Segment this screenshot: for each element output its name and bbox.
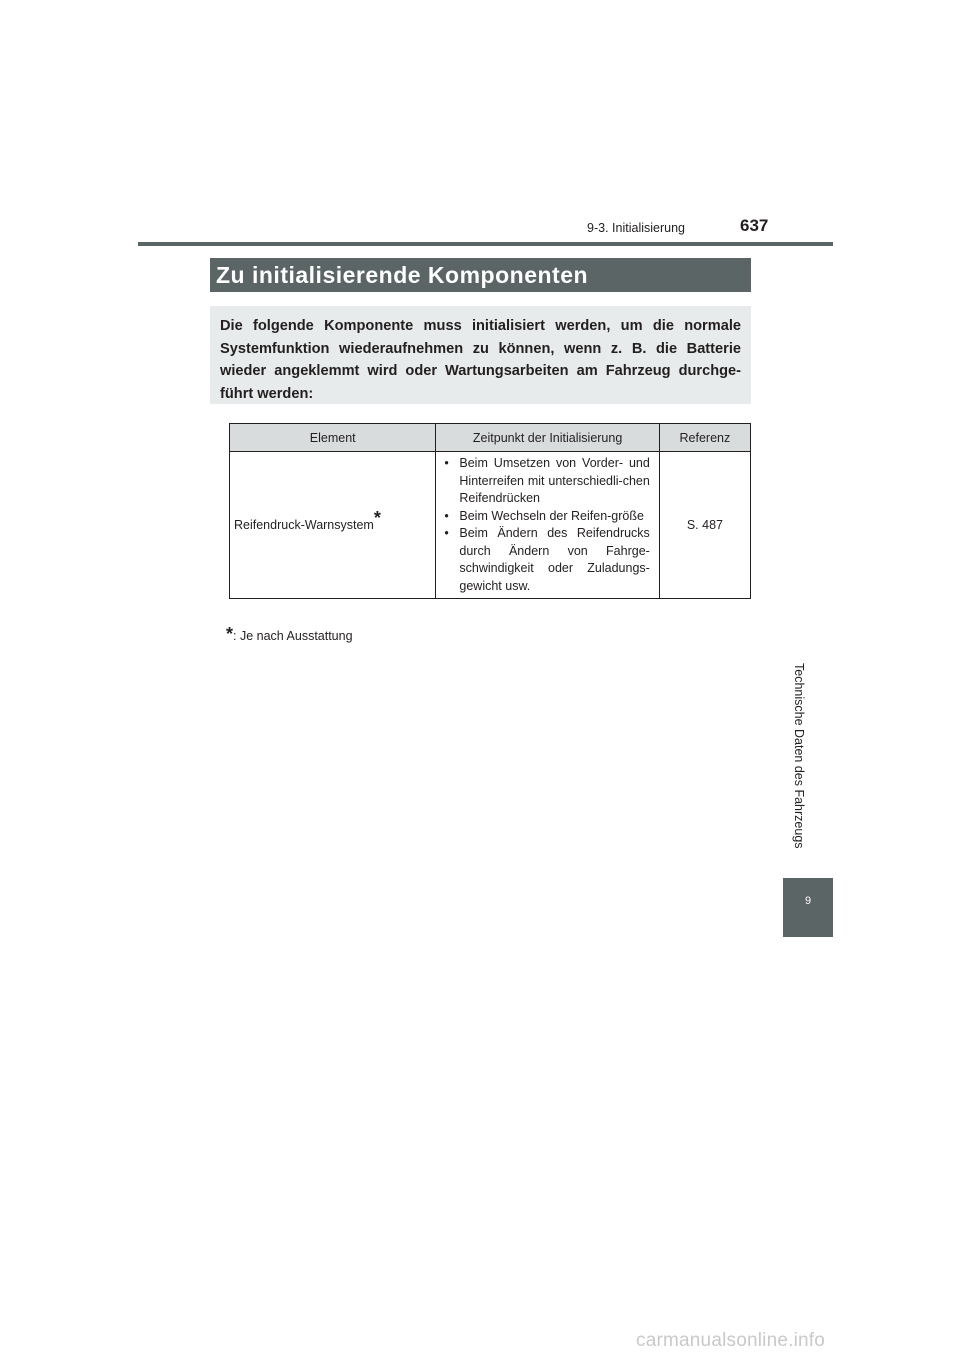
footnote xyxy=(226,624,353,645)
chapter-side-title: Technische Daten des Fahrzeugs xyxy=(792,663,806,849)
timing-text: Beim Ändern des Reifendrucks durch Ändern von Fahrge-schwindigkeit oder Zuladungs-gewicht usw. xyxy=(459,526,650,593)
list-item xyxy=(442,455,649,508)
footnote-text: : Je nach Ausstattung xyxy=(233,629,353,643)
bullet-icon: • xyxy=(444,456,449,470)
column-header-reference: Referenz xyxy=(659,424,750,452)
list-item xyxy=(442,525,649,595)
table-header-row xyxy=(230,424,751,452)
footnote-marker: * xyxy=(373,507,381,528)
bullet-icon: • xyxy=(444,526,449,540)
initialization-table xyxy=(229,423,751,599)
header-divider xyxy=(138,242,833,246)
timing-text: Beim Umsetzen von Vorder- und Hinterreifen mit unterschiedli-chen Reifendrücken xyxy=(459,456,650,505)
timing-cell xyxy=(436,452,659,599)
watermark: carmanualsonline.info xyxy=(636,1330,826,1351)
column-header-timing: Zeitpunkt der Initialisierung xyxy=(436,424,659,452)
chapter-number: 9 xyxy=(804,895,812,907)
page-number: 637 xyxy=(740,216,769,235)
intro-text: Die folgende Komponente muss initialisiert werden, um die normale Systemfunktion wiederaufnehmen zu können, wenn z. B. die Batterie wieder angeklemmt wird oder Wartungsarbeiten am Fahrzeug durchge-führt werden: xyxy=(220,318,741,402)
table-row xyxy=(230,452,751,599)
header-section-title: 9-3. Initialisierung xyxy=(587,221,685,235)
chapter-tab xyxy=(783,878,833,937)
list-item xyxy=(442,508,649,526)
intro-box xyxy=(210,306,751,404)
element-cell xyxy=(230,452,436,599)
timing-list xyxy=(442,455,649,595)
footnote-marker: * xyxy=(226,624,234,644)
element-name: Reifendruck-Warnsystem xyxy=(234,518,374,533)
bullet-icon: • xyxy=(444,508,449,523)
reference-cell: S. 487 xyxy=(659,452,750,599)
column-header-element: Element xyxy=(230,424,436,452)
timing-text: Beim Wechseln der Reifen-größe xyxy=(459,508,644,523)
section-heading: Zu initialisierende Komponenten xyxy=(210,258,751,292)
